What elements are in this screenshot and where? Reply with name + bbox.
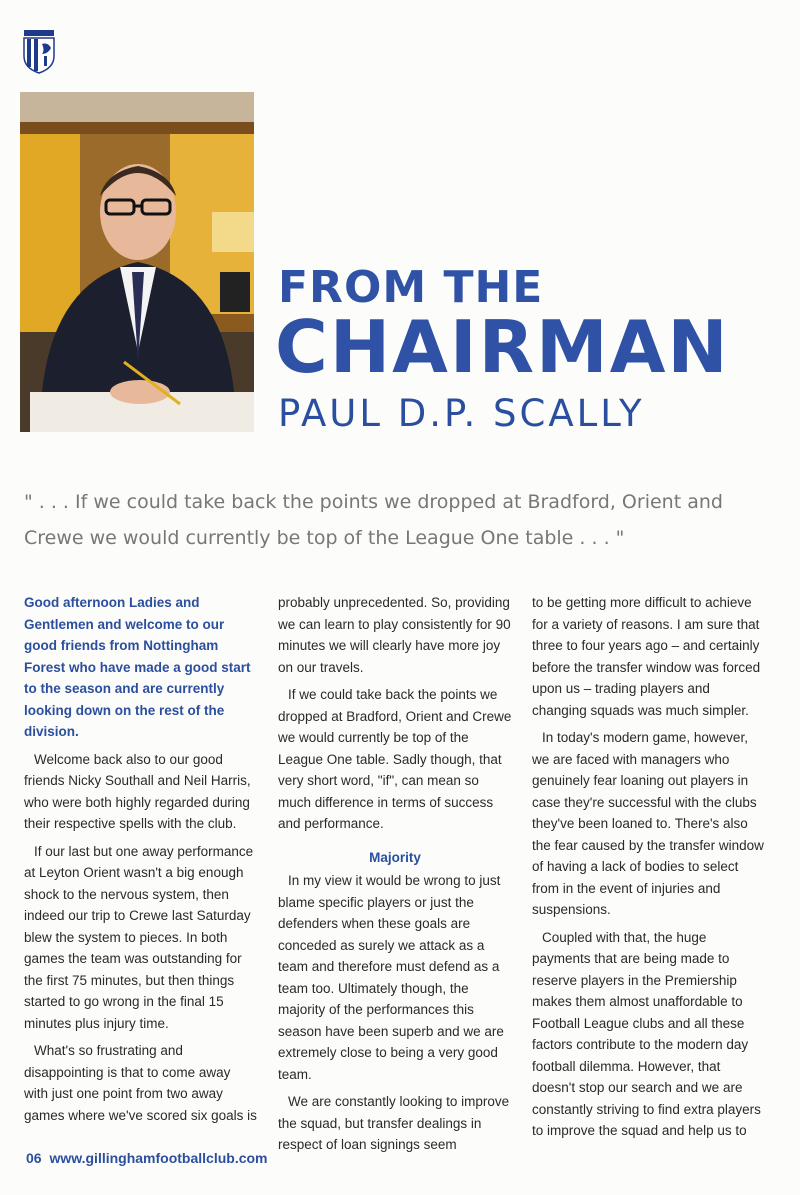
- paragraph: to be getting more difficult to achieve for a variety of reasons. I am sure that three to four years ago – and certainly before the transfer window was forced upon us – trading players and changing squads was much simpler.: [532, 595, 761, 718]
- paragraph: What's so frustrating and disappointing is that to come away with just one point from two away games where we've scored six goals is: [24, 1043, 257, 1123]
- lead-paragraph: Good afternoon Ladies and Gentlemen and welcome to our good friends from Nottingham Forest who have made a good start to the season and are currently looking down on the rest of the division.: [24, 595, 251, 739]
- article-column-3: [532, 592, 766, 1148]
- paragraph: probably unprecedented. So, providing we can learn to play consistently for 90 minutes we will clearly have more joy on our travels.: [278, 595, 511, 675]
- paragraph: Welcome back also to our good friends Nicky Southall and Neil Harris, who were both highly regarded during their respective spells with the club.: [24, 751, 251, 831]
- paragraph: Coupled with that, the huge payments that are being made to reserve players in the Premiership makes them almost unaffordable to Football League clubs and all these factors contribute to the modern day football dilemma. However, that doesn't stop our search and we are constantly striving to find extra players to improve the squad and help us to: [532, 929, 761, 1138]
- chairman-portrait-image: [20, 92, 254, 432]
- website-link[interactable]: www.gillinghamfootballclub.com: [49, 1150, 268, 1166]
- club-crest-logo: [22, 30, 56, 74]
- title-chairman: CHAIRMAN: [275, 305, 730, 389]
- gillingham-crest-icon: [22, 30, 56, 74]
- subheading-majority: Majority: [369, 849, 421, 865]
- paragraph: If we could take back the points we dropped at Bradford, Orient and Crewe we would currently be top of the League One table. Sadly though, that very short word, "if", can mean so much difference in terms of success and performance.: [278, 687, 512, 831]
- paragraph: We are constantly looking to improve the squad, but transfer dealings in respect of loan signings seem: [278, 1094, 510, 1152]
- author-name: PAUL D.P. SCALLY: [278, 392, 645, 435]
- page-footer: [26, 1150, 268, 1166]
- paragraph: If our last but one away performance at Leyton Orient wasn't a big enough shock to the nervous system, then indeed our trip to Crewe last Saturday blew the system to pieces. In both games the team was outstanding for the first 75 minutes, but then things started to go wrong in the final 15 minutes plus injury time.: [24, 843, 254, 1031]
- title-from-the: FROM THE: [278, 262, 544, 313]
- article-column-1: [24, 592, 258, 1132]
- paragraph: In today's modern game, however, we are faced with managers who genuinely fear loaning out players in case they're successful with the clubs they've been loaned to. There's also the fear caused by the transfer window of having a lack of bodies to select from in the event of injuries and suspensions.: [532, 730, 764, 917]
- page-number: 06: [26, 1150, 42, 1166]
- article-column-2: [278, 592, 512, 1162]
- pull-quote: " . . . If we could take back the points we dropped at Bradford, Orient and Crewe we would currently be top of the League One table . . . ": [24, 491, 723, 549]
- article-body: [24, 592, 776, 1152]
- paragraph: In my view it would be wrong to just blame specific players or just the defenders when these goals are conceded as surely we attack as a team and therefore must defend as a team too. Ultimately though, the majority of the performances this season have been superb and we are extremely close to being a very good team.: [278, 873, 504, 1082]
